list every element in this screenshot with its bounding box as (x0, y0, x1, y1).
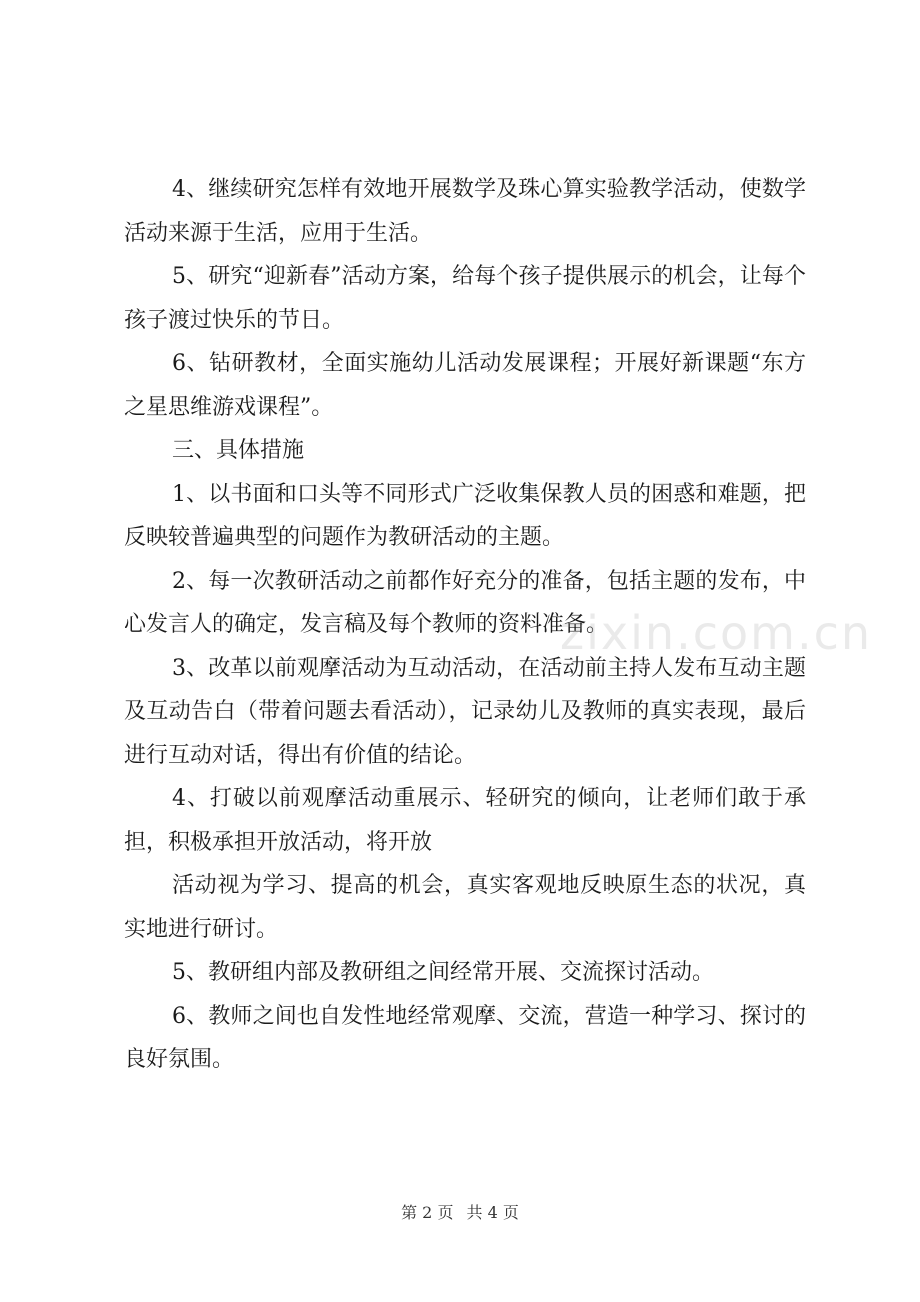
measure-item-3: 3、改革以前观摩活动为互动活动，在活动前主持人发布互动主题及互动告白（带着问题去看活动），记录幼儿及教师的真实表现，最后进行互动对话，得出有价值的结论。 (124, 655, 806, 768)
page-footer (0, 1200, 920, 1223)
paragraph-item-4: 4、继续研究怎样有效地开展数学及珠心算实验教学活动，使数学活动来源于生活，应用于生活。 (124, 177, 806, 246)
measure-item-6: 6、教师之间也自发性地经常观摩、交流，营造一种学习、探讨的良好氛围。 (124, 1003, 806, 1072)
measure-item-4: 4、打破以前观摩活动重展示、轻研究的倾向，让老师们敢于承担，积极承担开放活动，将开放 (124, 786, 806, 855)
measure-item-4-continued: 活动视为学习、提高的机会，真实客观地反映原生态的状况，真实地进行研讨。 (124, 873, 806, 942)
measure-item-5: 5、教研组内部及教研组之间经常开展、交流探讨活动。 (172, 960, 714, 985)
measure-item-2: 2、每一次教研活动之前都作好充分的准备，包括主题的发布，中心发言人的确定，发言稿及每个教师的资料准备。 (124, 568, 806, 637)
paragraph-item-6: 6、钻研教材，全面实施幼儿活动发展课程；开展好新课题“东方之星思维游戏课程”。 (124, 351, 806, 420)
page-total: 共 4 页 (466, 1203, 519, 1222)
document-body (124, 168, 806, 1082)
page-number: 第 2 页 (401, 1203, 454, 1222)
site-watermark: zixin.com.cn (560, 606, 873, 660)
measure-item-1: 1、以书面和口头等不同形式广泛收集保教人员的困惑和难题，把反映较普遍典型的问题作为教研活动的主题。 (124, 481, 806, 550)
section-heading-measures: 三、具体措施 (172, 438, 305, 463)
paragraph-item-5: 5、研究“迎新春”活动方案，给每个孩子提供展示的机会，让每个孩子渡过快乐的节日。 (124, 264, 806, 333)
